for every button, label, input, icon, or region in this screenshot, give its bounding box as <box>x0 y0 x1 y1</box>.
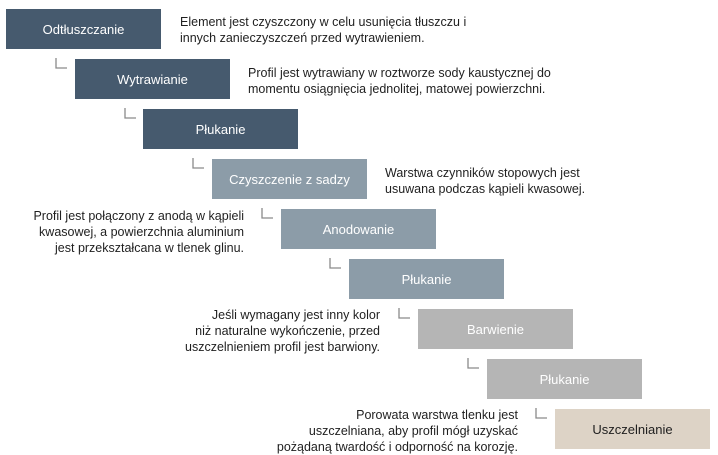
step-description-etching: Profil jest wytrawiany w roztworze sody kaustycznej do momentu osiągnięcia jednolitej, matowej powierzchni. <box>248 66 551 96</box>
step-box-sealing: Uszczelnianie <box>555 409 710 449</box>
step-description-anodizing: Profil jest połączony z anodą w kąpieli kwasowej, a powierzchnia aluminium jest przekształcana w tlenek glinu. <box>33 209 244 255</box>
step-box-rinsing-1: Płukanie <box>143 109 298 149</box>
connector-arrow <box>467 358 481 372</box>
step-description-desmutting: Warstwa czynników stopowych jest usuwana podczas kąpieli kwasowej. <box>385 166 586 196</box>
step-box-coloring: Barwienie <box>418 309 573 349</box>
step-box-etching: Wytrawianie <box>75 59 230 99</box>
step-box-desmutting: Czyszczenie z sadzy <box>212 159 367 199</box>
connector-arrow <box>261 208 275 222</box>
connector-arrow <box>192 158 206 172</box>
step-description-coloring: Jeśli wymagany jest inny kolor niż naturalne wykończenie, przed uszczelnieniem profil jest barwiony. <box>185 308 380 354</box>
connector-arrow <box>329 258 343 272</box>
connector-arrow <box>124 108 138 122</box>
step-box-rinsing-2: Płukanie <box>349 259 504 299</box>
connector-arrow <box>55 58 69 72</box>
step-box-degreasing: Odtłuszczanie <box>6 9 161 49</box>
step-box-anodizing: Anodowanie <box>281 209 436 249</box>
step-description-degreasing: Element jest czyszczony w celu usunięcia tłuszczu i innych zanieczyszczeń przed wytrawieniem. <box>180 15 467 45</box>
step-box-rinsing-3: Płukanie <box>487 359 642 399</box>
step-description-sealing: Porowata warstwa tlenku jest uszczelniana, aby profil mógł uzyskać pożądaną twardość i odporność na korozję. <box>276 408 518 454</box>
connector-arrow <box>535 408 549 422</box>
connector-arrow <box>398 308 412 322</box>
